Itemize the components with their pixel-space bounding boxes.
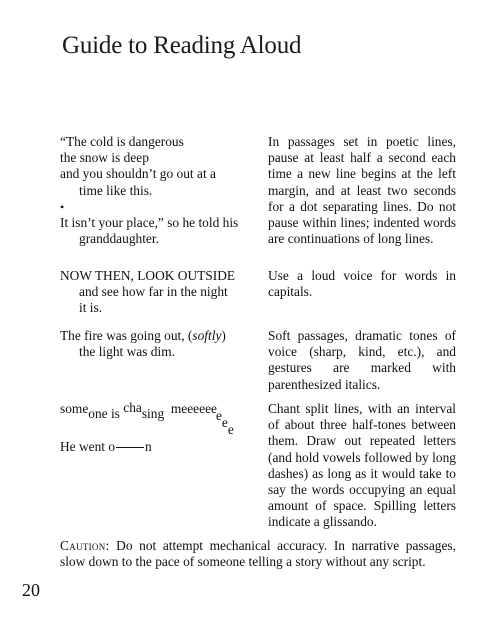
caution-note — [60, 538, 456, 570]
instruction-poetic-lines: In passages set in poetic lines, pause at least half a second each time a new line begins at the left margin, and at least two seconds for a dot separating lines. Do not pause within lines; indented words are continuations of long lines. — [268, 134, 456, 247]
example-text: He went o — [60, 439, 116, 454]
example-line-indented: granddaughter. — [79, 231, 159, 247]
split-word: cha — [123, 400, 142, 415]
example-line-indented: it is. — [79, 300, 103, 316]
split-word-low: sing — [141, 406, 165, 421]
example-line: NOW THEN, LOOK OUTSIDE — [60, 268, 236, 283]
example-line-indented: and see how far in the night — [79, 284, 228, 300]
long-dash — [116, 439, 144, 448]
example-text: n — [145, 439, 152, 454]
split-word: meeeeee — [170, 401, 217, 416]
separator-dot-icon: • — [60, 199, 65, 214]
spilling-letter: e — [221, 415, 228, 430]
example-line: “The cold is dangerous — [60, 134, 184, 149]
example-line — [60, 328, 256, 344]
caution-label: Caution: — [60, 538, 110, 553]
split-word-low: one is — [88, 406, 120, 421]
example-line-indented: time like this. — [79, 182, 153, 198]
spilling-letter: e — [215, 408, 222, 423]
instruction-soft-passages: Soft passages, dramatic tones of voice (sharp, kind, etc.), and gestures are marked with parenthesized italics. — [268, 328, 456, 392]
example-capitals — [60, 268, 256, 317]
instruction-split-lines: Chant split lines, with an interval of about three half-tones between them. Draw out repeated letters (and hold vowels followed by long dashes) as long as it would take to say the words occupying an equal amount of space. Spilling letters indicate a glissando. — [268, 401, 456, 530]
example-line: It isn’t your place,” so he told his — [60, 215, 239, 231]
example-text: The fire was going out, ( — [60, 328, 193, 343]
page-number: 20 — [22, 580, 40, 600]
example-soft-passage — [60, 328, 256, 360]
page-title: Guide to Reading Aloud — [62, 32, 302, 59]
split-line-row — [60, 400, 235, 437]
example-text: ) — [221, 328, 226, 343]
example-line: and you shouldn’t go out at a — [60, 166, 216, 182]
example-split-lines — [60, 401, 260, 471]
caution-text: Do not attempt mechanical accuracy. In narrative passages, slow down to the pace of someone telling a story without any script. — [60, 538, 456, 570]
held-vowel-row — [60, 439, 152, 455]
instruction-capitals: Use a loud voice for words in capitals. — [268, 268, 456, 300]
split-word: some — [60, 401, 89, 416]
example-poetic-lines — [60, 134, 256, 247]
example-line-indented: the light was dim. — [79, 344, 175, 360]
stage-direction: softly — [192, 328, 222, 343]
example-line: the snow is deep — [60, 150, 149, 166]
spilling-letter: e — [227, 422, 234, 437]
